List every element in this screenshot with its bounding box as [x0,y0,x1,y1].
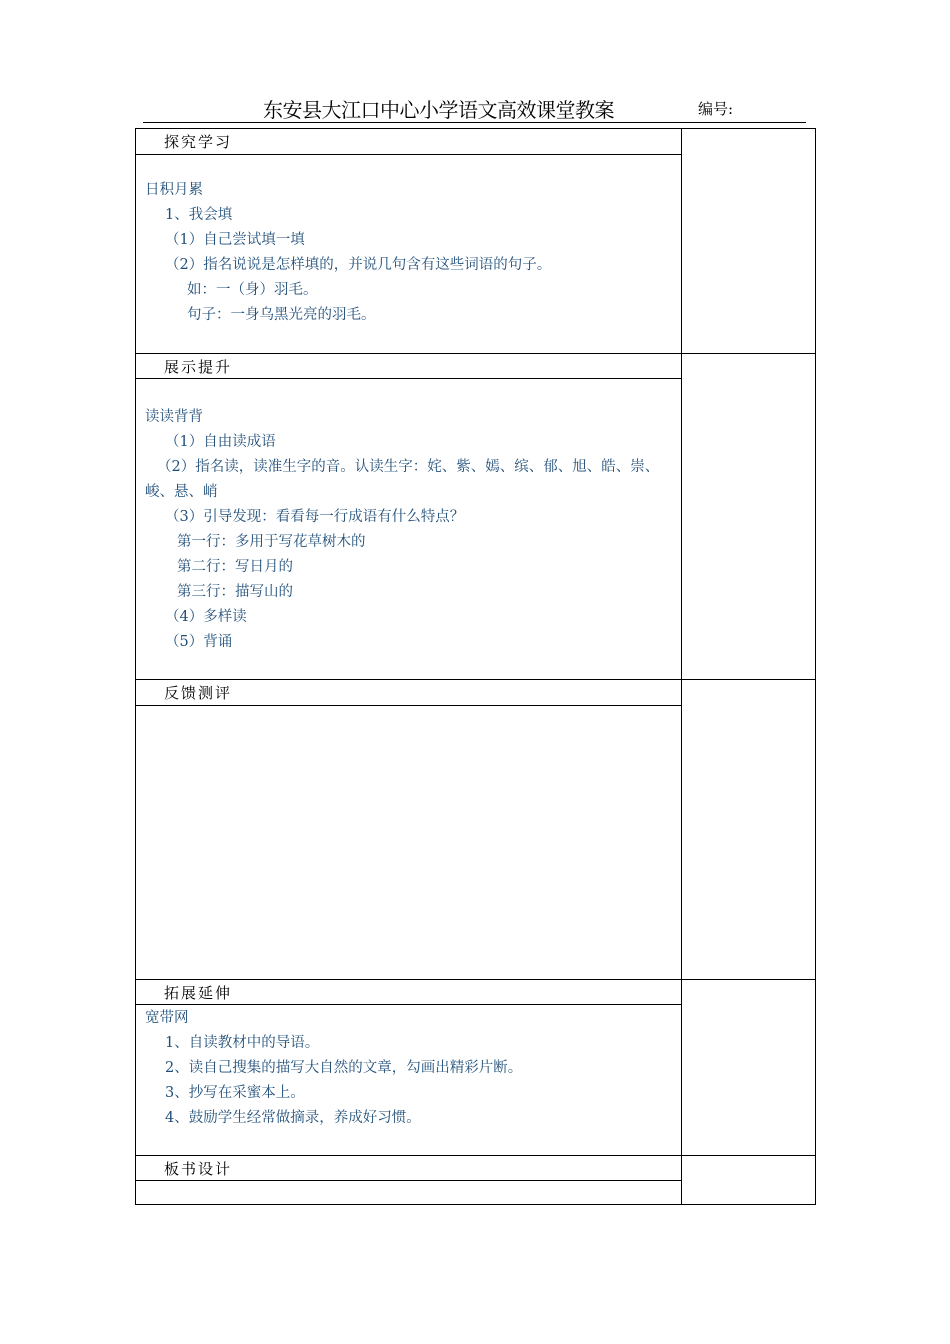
document-title: 东安县大江口中心小学语文高效课堂教案 [263,98,614,122]
document-number-label: 编号: [698,100,734,118]
content-line: 第三行：描写山的 [177,584,293,600]
document-header [143,92,806,123]
column-divider [681,129,682,1204]
content-heading: 读读背背 [145,409,203,425]
section-title-extend: 拓展延伸 [164,984,233,1002]
content-line: 4、鼓励学生经常做摘录，养成好习惯。 [165,1110,421,1126]
section-content-show [145,405,675,655]
section-header-rule [136,1180,681,1181]
content-heading: 宽带网 [145,1010,189,1026]
section-divider [136,979,815,980]
content-line: 3、抄写在采蜜本上。 [165,1085,305,1101]
content-line: 如：一（身）羽毛。 [187,282,318,298]
content-line: 2、读自己搜集的描写大自然的文章，勾画出精彩片断。 [165,1060,523,1076]
section-header-rule [136,705,681,706]
section-header-rule [136,378,681,379]
content-line: 第二行：写日月的 [177,559,293,575]
content-line: （5）背诵 [165,634,233,650]
content-line: 1、自读教材中的导语。 [165,1035,320,1051]
content-line: （2）指名读，读准生字的音。认读生字：姹、紫、嫣、缤、郁、旭、皓、崇、峻、悬、峭 [145,459,660,500]
content-line: （3）引导发现：看看每一行成语有什么特点？ [165,509,465,525]
section-header-rule [136,1004,681,1005]
section-title-board: 板书设计 [164,1160,233,1178]
content-line: （1）自由读成语 [165,434,276,450]
content-line: （2）指名说说是怎样填的，并说几句含有这些词语的句子。 [165,257,552,273]
content-line: 句子：一身乌黑光亮的羽毛。 [187,307,376,323]
section-title-explore: 探究学习 [164,133,233,151]
section-content-extend [145,1006,675,1131]
content-line: 第一行：多用于写花草树木的 [177,534,366,550]
section-content-explore [145,178,675,328]
content-heading: 日积月累 [145,182,203,198]
content-line: 1、我会填 [165,207,233,223]
section-title-show: 展示提升 [164,358,233,376]
section-divider [136,679,815,680]
section-divider [136,353,815,354]
content-line: （4）多样读 [165,609,247,625]
section-title-feedback: 反馈测评 [164,684,233,702]
lesson-plan-table [135,128,816,1205]
section-header-rule [136,154,681,155]
content-line: （1）自己尝试填一填 [165,232,305,248]
section-divider [136,1155,815,1156]
